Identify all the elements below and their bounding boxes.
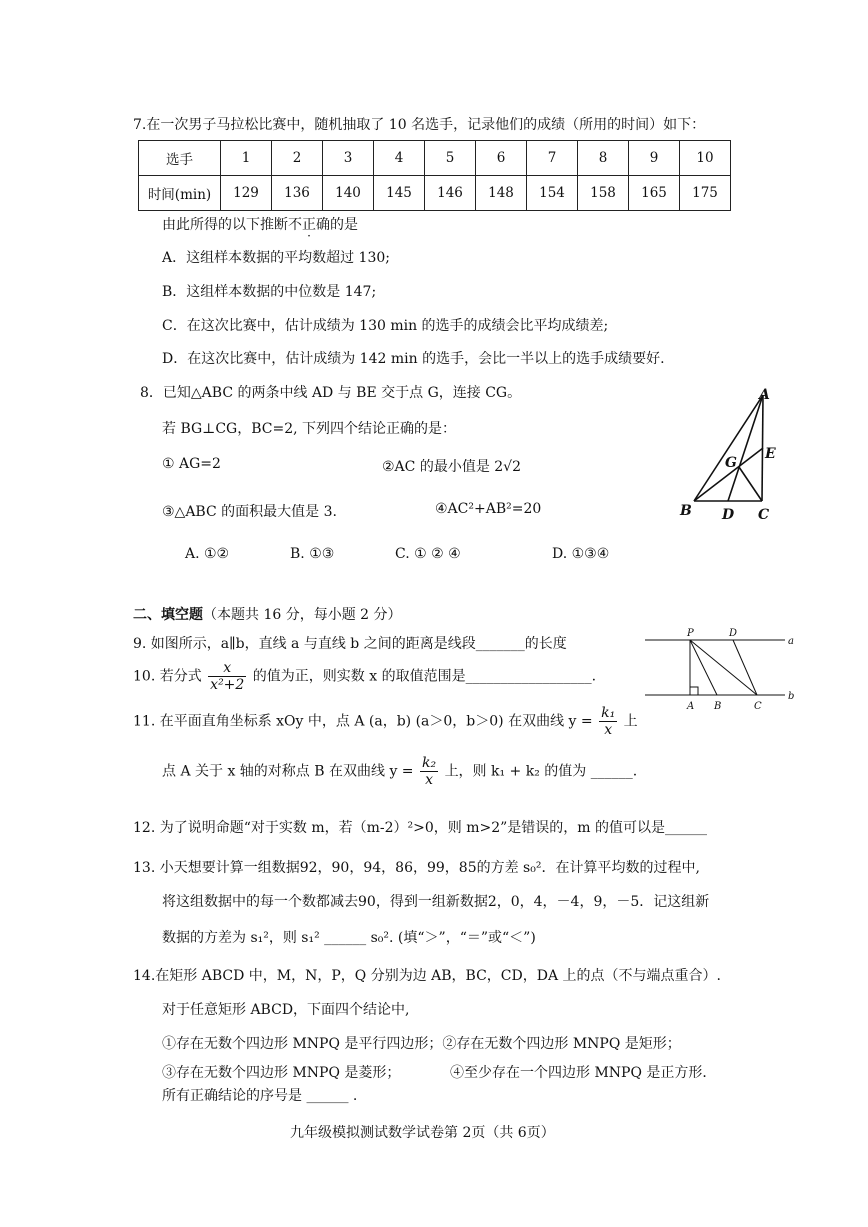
q14-line3: ①存在无数个四边形 MNPQ 是平行四边形；②存在无数个四边形 MNPQ 是矩形； [162, 1036, 681, 1052]
q11-denominator-1: x [604, 722, 613, 739]
page-footer: 九年级模拟测试数学试卷第 2页（共 6页） [290, 1125, 555, 1141]
table-header-time: 时间(min) [139, 176, 221, 211]
q8-option-d: D. ①③④ [552, 546, 610, 562]
q13-line1: 13. 小天想要计算一组数据92，90，94，86，99，85的方差 s₀²．在计算平均数的过程中, [133, 860, 700, 876]
q11-numerator-2: k₂ [422, 755, 437, 771]
table-cell: 1 [221, 141, 272, 176]
table-cell: 5 [425, 141, 476, 176]
table-row [139, 141, 731, 176]
q10-denominator: x²+2 [210, 677, 245, 694]
q8-option-a: A. ①② [185, 546, 230, 562]
fig-label-e: E [765, 446, 776, 462]
table-cell: 145 [374, 176, 425, 211]
table-cell: 140 [323, 176, 374, 211]
table-cell: 129 [221, 176, 272, 211]
q8-option-c: C. ① ② ④ [395, 546, 461, 562]
q14-line1: 14.在矩形 ABCD 中，M，N，P，Q 分别为边 AB，BC，CD，DA 上的点（不与端点重合）. [133, 968, 721, 984]
fig-label-g: G [725, 455, 737, 471]
fig-label-a: A [759, 387, 770, 403]
q11-line2-pre: 点 A 关于 x 轴的对称点 B 在双曲线 y = [162, 763, 414, 780]
q10-line [133, 660, 596, 693]
q8-conclusion-1: ① AG=2 [162, 456, 221, 472]
q9-text: 9. 如图所示，a∥b，直线 a 与直线 b 之间的距离是线段_______的长度 [133, 636, 567, 652]
table-cell: 8 [578, 141, 629, 176]
q12-text: 12. 为了说明命题“对于实数 m，若（m-2）²>0，则 m>2”是错误的，m 的值可以是______ [133, 820, 708, 836]
q11-numerator-1: k₁ [601, 705, 616, 721]
q11-fraction-2 [420, 755, 438, 788]
q10-fraction [208, 660, 246, 693]
q8-option-b: B. ①③ [290, 546, 335, 562]
q7-option-a: A．这组样本数据的平均数超过 130; [162, 250, 390, 266]
q10-pre: 10. 若分式 [133, 668, 202, 685]
q9-parallel-lines-figure [645, 625, 800, 715]
table-cell: 136 [272, 176, 323, 211]
fig-label-d2: D [729, 628, 738, 639]
q7-prompt [162, 214, 358, 234]
q7-option-b: B．这组样本数据的中位数是 147; [162, 284, 377, 300]
section-2-note: （本题共 16 分，每小题 2 分） [203, 607, 402, 623]
q11-line1-pre: 11. 在平面直角坐标系 xOy 中，点 A (a，b) (a＞0，b＞0) 在双曲线 y = [133, 713, 593, 730]
q7-score-table [138, 140, 731, 211]
fig-label-line-a: a [788, 636, 794, 647]
q7-stem: 7.在一次男子马拉松比赛中，随机抽取了 10 名选手，记录他们的成绩（所用的时间）如下： [133, 117, 706, 133]
q14-line2: 对于任意矩形 ABCD，下面四个结论中, [162, 1002, 410, 1018]
q8-condition: 若 BG⊥CG，BC=2, 下列四个结论正确的是： [162, 421, 457, 437]
q14-line4a: ③存在无数个四边形 MNPQ 是菱形； [162, 1065, 401, 1081]
table-cell: 6 [476, 141, 527, 176]
q13-line3: 数据的方差为 s₁²，则 s₁² ______ s₀². (填“＞”，“＝”或“＜”) [162, 930, 536, 946]
table-cell: 3 [323, 141, 374, 176]
section-2-title: 二、填空题 [133, 607, 203, 623]
q7-prompt-emphasis: 不正确 [288, 217, 330, 233]
table-cell: 9 [629, 141, 680, 176]
table-cell: 10 [680, 141, 731, 176]
fig-label-b: B [680, 503, 692, 519]
q11-line1 [133, 705, 638, 738]
q10-numerator: x [208, 660, 246, 677]
q13-line2: 将这组数据中的每一个数都减去90，得到一组新数据2，0，4，－4，9，－5．记这组新 [162, 894, 710, 910]
q7-option-d: D．在这次比赛中，估计成绩为 142 min 的选手，会比一半以上的选手成绩要好. [162, 351, 665, 367]
fig-label-c: C [758, 507, 770, 523]
table-cell: 175 [680, 176, 731, 211]
q8-conclusion-3: ③△ABC 的面积最大值是 3. [162, 504, 337, 520]
table-cell: 7 [527, 141, 578, 176]
section-2-heading [133, 604, 402, 624]
table-cell: 148 [476, 176, 527, 211]
q8-conclusion-4: ④AC²+AB²=20 [435, 501, 542, 517]
fig-label-d: D [722, 507, 735, 523]
q8-triangle-figure [670, 385, 795, 525]
q11-denominator-2: x [425, 772, 433, 789]
q11-fraction-1 [599, 705, 617, 738]
q8-conclusion-2: ②AC 的最小值是 2√2 [382, 459, 522, 475]
q7-prompt-post: 的是 [330, 217, 358, 233]
q7-option-c: C．在这次比赛中，估计成绩为 130 min 的选手的成绩会比平均成绩差; [162, 318, 609, 334]
table-row [139, 176, 731, 211]
q11-line2-post: 上，则 k₁ + k₂ 的值为 ______. [444, 763, 638, 780]
table-cell: 2 [272, 141, 323, 176]
q7-prompt-pre: 由此所得的以下推断 [162, 217, 288, 233]
table-header-player: 选手 [139, 141, 221, 176]
table-cell: 158 [578, 176, 629, 211]
table-cell: 146 [425, 176, 476, 211]
fig-label-a2: A [687, 701, 695, 712]
fig-label-c2: C [754, 701, 762, 712]
table-cell: 165 [629, 176, 680, 211]
q11-line1-post: 上 [623, 713, 638, 730]
q14-line5: 所有正确结论的序号是 ______ . [162, 1088, 358, 1104]
q11-line2 [162, 755, 637, 788]
fig-label-b2: B [714, 701, 722, 712]
q14-line4b: ④至少存在一个四边形 MNPQ 是正方形． [450, 1065, 717, 1081]
fig-label-p: P [687, 628, 694, 639]
table-cell: 154 [527, 176, 578, 211]
q10-post: 的值为正，则实数 x 的取值范围是__________________. [252, 668, 597, 685]
q8-stem: 8．已知△ABC 的两条中线 AD 与 BE 交于点 G，连接 CG。 [140, 385, 522, 401]
fig-label-line-b: b [788, 691, 795, 702]
table-cell: 4 [374, 141, 425, 176]
